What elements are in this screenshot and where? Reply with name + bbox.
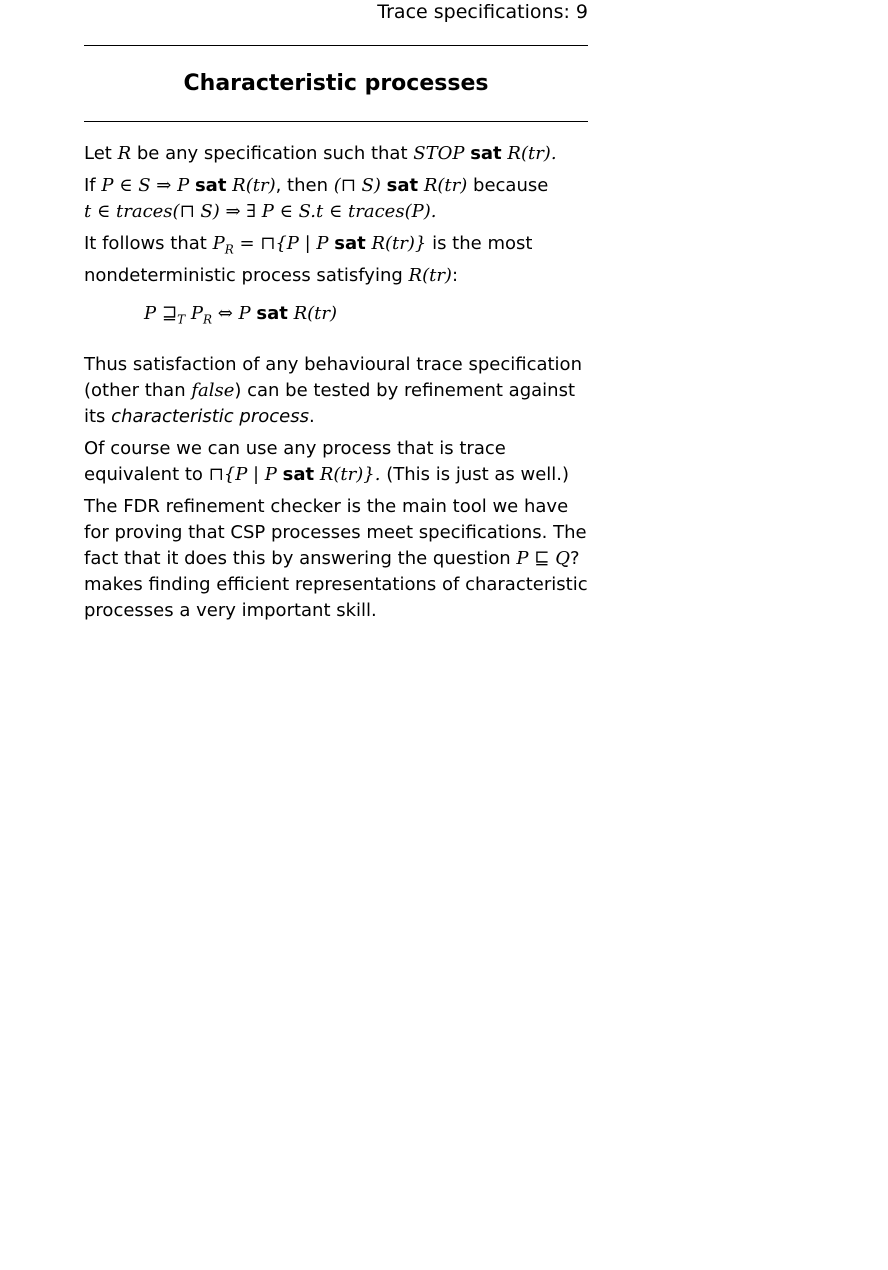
sat-keyword: sat	[282, 464, 315, 486]
sat-keyword: sat	[470, 143, 502, 164]
math: R	[117, 143, 132, 164]
emphasis: characteristic process	[111, 406, 309, 428]
math: R(tr)}.	[319, 464, 381, 486]
math: R(tr)	[232, 175, 276, 196]
sat-keyword: sat	[386, 175, 419, 196]
math: STOP	[413, 143, 465, 164]
title-rule	[84, 121, 588, 122]
math: ⊓{P | P	[208, 464, 277, 486]
text: (This is just as well.)	[380, 464, 570, 486]
math: P ∈ S ⇒ P	[101, 175, 190, 196]
top-rule	[84, 45, 588, 46]
text: ) can be tested by refinement against its	[84, 380, 576, 428]
slide-body	[84, 141, 588, 630]
text: is the most nondeterministic process satisfying	[84, 233, 533, 286]
math: R(tr)}	[371, 233, 427, 254]
math-subscript: T	[177, 312, 186, 327]
text: If	[84, 175, 102, 196]
math: R(tr).	[507, 143, 557, 164]
text: Let	[84, 143, 118, 164]
paragraph-6	[84, 494, 588, 624]
text: Thus satisfaction of any behavioural trace specification (other than	[84, 354, 582, 402]
paragraph-3	[84, 231, 588, 289]
text: ? makes finding efficient representations of characteristic processes a very important skill.	[84, 548, 588, 622]
paragraph-5	[84, 436, 588, 488]
math: (⊓ S)	[333, 175, 381, 196]
sat-keyword: sat	[194, 175, 227, 196]
math: P	[190, 302, 203, 324]
math: = ⊓{P | P	[233, 233, 329, 254]
slide-title: Characteristic processes	[183, 71, 489, 96]
math: false	[191, 380, 235, 402]
text: It follows that	[84, 233, 213, 254]
math: P ⊒	[144, 302, 178, 324]
text: .	[309, 406, 315, 428]
math: t ∈ traces(⊓ S) ⇒ ∃ P ∈ S.t ∈ traces(P).	[84, 201, 437, 222]
math: R(tr)	[293, 302, 338, 324]
math: R(tr)	[408, 264, 452, 286]
paragraph-4	[84, 352, 588, 430]
display-equation	[144, 301, 588, 333]
text: , then	[275, 175, 334, 196]
paragraph-2	[84, 173, 588, 225]
text: The FDR refinement checker is the main tool we have for proving that CSP processes meet specifications. The fact that it does this by answering the question	[84, 496, 587, 570]
text: because	[467, 175, 549, 196]
text: :	[451, 264, 459, 286]
math: P ⊑ Q	[516, 548, 570, 570]
math: P	[212, 233, 225, 254]
sat-keyword: sat	[256, 302, 288, 324]
paragraph-1	[84, 141, 588, 167]
running-head: Trace specifications: 9	[377, 1, 588, 23]
text: be any specification such that	[131, 143, 414, 164]
sat-keyword: sat	[334, 233, 366, 254]
math-subscript: R	[224, 242, 234, 257]
math-subscript: R	[202, 312, 212, 327]
math: R(tr)	[423, 175, 468, 196]
math: ⇔ P	[217, 302, 251, 324]
text: Of course we can use any process that is trace equivalent to	[84, 438, 506, 486]
